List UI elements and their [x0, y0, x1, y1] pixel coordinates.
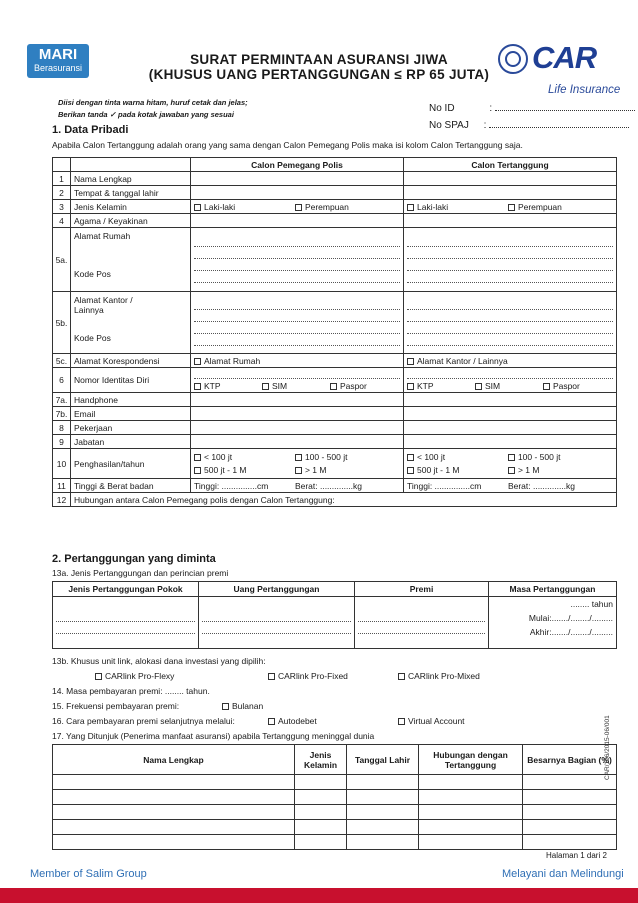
income-option[interactable] [194, 452, 295, 462]
holder-height-weight-cell[interactable] [191, 479, 404, 493]
option-label: CARlink Pro-Fixed [278, 671, 348, 681]
beneficiary-cell[interactable] [295, 790, 347, 805]
form-subtitle: (KHUSUS UANG PERTANGGUNGAN ≤ RP 65 JUTA) [148, 67, 490, 82]
table-row [53, 435, 617, 449]
coverage-table [52, 581, 617, 649]
holder-birth-cell[interactable] [191, 186, 404, 200]
footer-tagline: Melayani dan Melindungi [502, 868, 624, 880]
row-label: Nomor Identitas Diri [71, 368, 191, 393]
beneficiary-cell[interactable] [419, 790, 523, 805]
beneficiary-cell[interactable] [523, 835, 617, 850]
row-number: 2 [53, 186, 71, 200]
option-label: < 100 jt [417, 452, 446, 462]
section1-title: 1. Data Pribadi [52, 124, 129, 136]
col-beneficiary-share: Besarnya Bagian (%) [523, 745, 617, 775]
option-label: > 1 M [517, 465, 540, 475]
payment-autodebet-option[interactable] [268, 716, 317, 726]
row-label: Tempat & tanggal lahir [71, 186, 191, 200]
table-row [53, 407, 617, 421]
table-row [53, 479, 617, 493]
document-code: CAR/106/2015-06/001 [604, 715, 611, 780]
premium-cell[interactable] [355, 597, 489, 649]
option-label: Paspor [339, 381, 367, 391]
col-premium: Premi [355, 582, 489, 597]
no-spaj-label: No SPAJ [429, 120, 469, 131]
insured-female-option[interactable] [508, 202, 609, 212]
office-address-label-2: Lainnya [74, 305, 104, 315]
table-row [53, 172, 617, 186]
option-label: CARlink Pro-Mixed [408, 671, 480, 681]
beneficiary-cell[interactable] [295, 835, 347, 850]
insured-height-weight-cell[interactable] [404, 479, 617, 493]
brand-subtitle: Life Insurance [548, 84, 621, 96]
option-label: Laki-laki [417, 201, 449, 212]
beneficiary-cell[interactable] [523, 805, 617, 820]
car-seal-icon [498, 44, 528, 74]
checkbox[interactable] [194, 383, 201, 390]
row-number: 5c. [53, 354, 71, 368]
table-row [53, 214, 617, 228]
postal-code-label: Kode Pos [74, 333, 111, 343]
option-label: Autodebet [278, 716, 317, 726]
table-row [53, 228, 617, 292]
office-address-label: Alamat Kantor / [74, 295, 133, 305]
row-number: 6 [53, 368, 71, 393]
beneficiary-cell[interactable] [295, 805, 347, 820]
option-label: Bulanan [232, 701, 264, 711]
col-beneficiary-gender: Jenis Kelamin [295, 745, 347, 775]
option-label: Alamat Rumah [204, 355, 261, 366]
holder-name-cell[interactable] [191, 172, 404, 186]
fund-option-mixed[interactable] [398, 671, 480, 681]
checkbox[interactable] [222, 703, 229, 710]
no-id-dotline [495, 101, 635, 111]
holder-id-cell [191, 368, 404, 393]
checkbox[interactable] [407, 467, 414, 474]
row-number: 9 [53, 435, 71, 449]
weight-field: Berat: ..............kg [294, 480, 363, 491]
beneficiary-cell[interactable] [523, 775, 617, 790]
beneficiary-cell[interactable] [347, 820, 419, 835]
income-option[interactable] [508, 452, 609, 462]
row-label: Nama Lengkap [71, 172, 191, 186]
instruction-line-2: Berikan tanda ✓ pada kotak jawaban yang sesuai [58, 110, 234, 119]
checkbox[interactable] [194, 467, 201, 474]
beneficiary-cell[interactable] [53, 775, 295, 790]
height-field: Tinggi: ...............cm [407, 480, 482, 491]
holder-occupation-cell[interactable] [191, 421, 404, 435]
holder-female-option[interactable] [295, 202, 396, 212]
no-spaj-dotline [489, 118, 629, 128]
insured-gender-cell [404, 200, 617, 214]
period-end: Akhir:......./......../......... [529, 627, 613, 637]
home-address-label: Alamat Rumah [74, 231, 131, 241]
holder-male-option[interactable] [194, 202, 295, 212]
form-title: SURAT PERMINTAAN ASURANSI JIWA [190, 52, 448, 67]
row-label [71, 292, 191, 354]
income-option[interactable] [194, 465, 295, 475]
correspondence-office-option[interactable] [404, 354, 617, 368]
height-field: Tinggi: ...............cm [194, 480, 269, 491]
checkbox[interactable] [407, 454, 414, 461]
checkbox[interactable] [398, 673, 405, 680]
beneficiary-cell[interactable] [53, 805, 295, 820]
insured-office-address-cell[interactable] [404, 292, 617, 354]
table-header-row [53, 745, 617, 775]
id-ktp-option[interactable] [194, 381, 262, 391]
option-label: 500 jt - 1 M [417, 465, 460, 475]
footer-group-name: Member of Salim Group [30, 868, 147, 880]
row-label: Jabatan [71, 435, 191, 449]
beneficiary-cell[interactable] [295, 775, 347, 790]
insured-income-cell [404, 449, 617, 479]
holder-income-cell [191, 449, 404, 479]
no-spaj-field[interactable]: No SPAJ : [429, 118, 629, 131]
section1-note: Apabila Calon Tertanggung adalah orang yang sama dengan Calon Pemegang Polis maka isi kolom Calon Tertanggung saja. [52, 140, 523, 150]
table-row [53, 820, 617, 835]
option-label: Virtual Account [408, 716, 465, 726]
table-row [53, 200, 617, 214]
holder-home-address-cell[interactable] [191, 228, 404, 292]
income-option[interactable] [407, 465, 508, 475]
row-number: 7a. [53, 393, 71, 407]
row-label: Pekerjaan [71, 421, 191, 435]
q13b-label: 13b. Khusus unit link, alokasi dana investasi yang dipilih: [52, 656, 266, 666]
col-coverage-period: Masa Pertanggungan [489, 582, 617, 597]
table-row [53, 597, 617, 649]
table-row [53, 354, 617, 368]
checkbox[interactable] [268, 673, 275, 680]
row-number: 4 [53, 214, 71, 228]
row-label: Jenis Kelamin [71, 200, 191, 214]
beneficiary-cell[interactable] [53, 820, 295, 835]
income-option[interactable] [295, 452, 396, 462]
row-number: 12 [53, 493, 71, 507]
col-beneficiary-name: Nama Lengkap [53, 745, 295, 775]
instruction-line-1: Diisi dengan tinta warna hitam, huruf cetak dan jelas; [58, 98, 248, 107]
insured-email-cell[interactable] [404, 407, 617, 421]
insured-religion-cell[interactable] [404, 214, 617, 228]
period-years: ........ tahun [570, 599, 613, 609]
checkbox[interactable] [407, 383, 414, 390]
row-label: Handphone [71, 393, 191, 407]
holder-religion-cell[interactable] [191, 214, 404, 228]
row-label: Email [71, 407, 191, 421]
table-row [53, 292, 617, 354]
row-number: 8 [53, 421, 71, 435]
checkbox[interactable] [508, 204, 515, 211]
table-header-row [53, 582, 617, 597]
insured-birth-cell[interactable] [404, 186, 617, 200]
frequency-monthly-option[interactable] [222, 701, 263, 711]
id-sim-option[interactable] [262, 381, 330, 391]
mari-logo-line1: MARI [38, 46, 78, 63]
table-row [53, 421, 617, 435]
table-row [53, 449, 617, 479]
checkbox[interactable] [262, 383, 269, 390]
holder-phone-cell[interactable] [191, 393, 404, 407]
car-brand-logo: CAR [532, 40, 597, 75]
table-row [53, 393, 617, 407]
option-label: Paspor [552, 381, 580, 391]
col-holder: Calon Pemegang Polis [191, 158, 404, 172]
q13a-label: 13a. Jenis Pertanggungan dan perincian premi [52, 568, 229, 578]
insured-phone-cell[interactable] [404, 393, 617, 407]
option-label: Laki-laki [204, 201, 236, 212]
option-label: 100 - 500 jt [517, 452, 561, 462]
insured-home-address-cell[interactable] [404, 228, 617, 292]
checkbox[interactable] [475, 383, 482, 390]
checkbox[interactable] [295, 467, 302, 474]
postal-code-label: Kode Pos [74, 269, 111, 279]
col-insured: Calon Tertanggung [404, 158, 617, 172]
option-label: Perempuan [517, 201, 562, 212]
checkbox[interactable] [508, 454, 515, 461]
beneficiary-cell[interactable] [419, 775, 523, 790]
page-indicator: Halaman 1 dari 2 [546, 851, 607, 860]
fund-option-fixed[interactable] [268, 671, 348, 681]
insured-name-cell[interactable] [404, 172, 617, 186]
row-label: Agama / Keyakinan [71, 214, 191, 228]
id-passport-option[interactable] [330, 381, 398, 391]
relationship-cell[interactable]: Hubungan antara Calon Pemegang polis dengan Calon Tertanggung: [71, 493, 617, 507]
checkbox[interactable] [194, 204, 201, 211]
holder-position-cell[interactable] [191, 435, 404, 449]
income-option[interactable] [407, 452, 508, 462]
checkbox[interactable] [330, 383, 337, 390]
option-label: < 100 jt [204, 452, 233, 462]
section2-title: 2. Pertanggungan yang diminta [52, 553, 216, 565]
row-label: Alamat Korespondensi [71, 354, 191, 368]
beneficiary-cell[interactable] [53, 790, 295, 805]
option-label: > 1 M [304, 465, 327, 475]
checkbox[interactable] [508, 467, 515, 474]
checkbox[interactable] [398, 718, 405, 725]
col-coverage-type: Jenis Pertanggungan Pokok [53, 582, 199, 597]
table-row [53, 790, 617, 805]
option-label: Alamat Kantor / Lainnya [417, 355, 508, 366]
checkbox[interactable] [295, 454, 302, 461]
beneficiary-cell[interactable] [347, 835, 419, 850]
checkbox[interactable] [407, 204, 414, 211]
mari-logo-line2: Berasuransi [33, 63, 83, 73]
option-label: SIM [484, 381, 501, 391]
checkbox[interactable] [268, 718, 275, 725]
holder-gender-cell [191, 200, 404, 214]
option-label: Perempuan [304, 201, 349, 212]
beneficiary-cell[interactable] [347, 775, 419, 790]
table-row [53, 493, 617, 507]
option-label: KTP [417, 381, 434, 391]
option-label: 500 jt - 1 M [204, 465, 247, 475]
income-option[interactable] [508, 465, 609, 475]
row-label: Tinggi & Berat badan [71, 479, 191, 493]
q15-label: 15. Frekuensi pembayaran premi: [52, 701, 180, 711]
coverage-period-cell[interactable] [489, 597, 617, 649]
option-label: KTP [204, 381, 221, 391]
checkbox[interactable] [194, 454, 201, 461]
weight-field: Berat: ..............kg [507, 480, 576, 491]
checkbox[interactable] [194, 358, 201, 365]
beneficiary-cell[interactable] [419, 835, 523, 850]
beneficiary-cell[interactable] [523, 790, 617, 805]
payment-va-option[interactable] [398, 716, 465, 726]
fund-option-flexy[interactable] [95, 671, 174, 681]
checkbox[interactable] [543, 383, 550, 390]
correspondence-home-option[interactable] [191, 354, 404, 368]
beneficiary-cell[interactable] [347, 805, 419, 820]
row-number: 11 [53, 479, 71, 493]
id-ktp-option[interactable] [407, 381, 475, 391]
row-number: 1 [53, 172, 71, 186]
no-id-label: No ID [429, 103, 455, 114]
row-number: 7b. [53, 407, 71, 421]
q17-label: 17. Yang Ditunjuk (Penerima manfaat asuransi) apabila Tertanggung meninggal dunia [52, 731, 375, 741]
table-row [53, 835, 617, 850]
row-number: 10 [53, 449, 71, 479]
holder-email-cell[interactable] [191, 407, 404, 421]
id-passport-option[interactable] [543, 381, 611, 391]
row-number: 3 [53, 200, 71, 214]
row-number: 5a. [53, 228, 71, 292]
period-start: Mulai:......./......../......... [528, 613, 613, 623]
q14-label: 14. Masa pembayaran premi: ........ tahun. [52, 686, 210, 696]
checkbox[interactable] [95, 673, 102, 680]
beneficiary-cell[interactable] [419, 820, 523, 835]
beneficiary-cell[interactable] [523, 820, 617, 835]
income-option[interactable] [295, 465, 396, 475]
col-sum-assured: Uang Pertanggungan [199, 582, 355, 597]
table-row [53, 775, 617, 790]
footer-red-bar [0, 888, 638, 903]
option-label: CARlink Pro-Flexy [105, 671, 175, 681]
checkbox[interactable] [295, 204, 302, 211]
row-label: Penghasilan/tahun [71, 449, 191, 479]
beneficiary-cell[interactable] [347, 790, 419, 805]
beneficiary-cell[interactable] [295, 820, 347, 835]
q16-label: 16. Cara pembayaran premi selanjutnya melalui: [52, 716, 235, 726]
col-beneficiary-dob: Tanggal Lahir [347, 745, 419, 775]
insured-male-option[interactable] [407, 202, 508, 212]
holder-office-address-cell[interactable] [191, 292, 404, 354]
col-beneficiary-relationship: Hubungan dengan Tertanggung [419, 745, 523, 775]
no-id-field[interactable]: No ID : [429, 101, 635, 114]
checkbox[interactable] [407, 358, 414, 365]
table-row [53, 186, 617, 200]
insured-id-cell [404, 368, 617, 393]
table-row [53, 805, 617, 820]
option-label: 100 - 500 jt [304, 452, 348, 462]
beneficiary-cell[interactable] [419, 805, 523, 820]
sum-assured-cell[interactable] [199, 597, 355, 649]
row-label [71, 228, 191, 292]
id-sim-option[interactable] [475, 381, 543, 391]
table-row [53, 368, 617, 393]
option-label: SIM [271, 381, 288, 391]
insured-position-cell[interactable] [404, 435, 617, 449]
personal-data-table [52, 157, 617, 507]
beneficiary-cell[interactable] [53, 835, 295, 850]
insured-occupation-cell[interactable] [404, 421, 617, 435]
row-number: 5b. [53, 292, 71, 354]
coverage-type-cell[interactable] [53, 597, 199, 649]
table-header-row [53, 158, 617, 172]
beneficiary-table [52, 744, 617, 850]
